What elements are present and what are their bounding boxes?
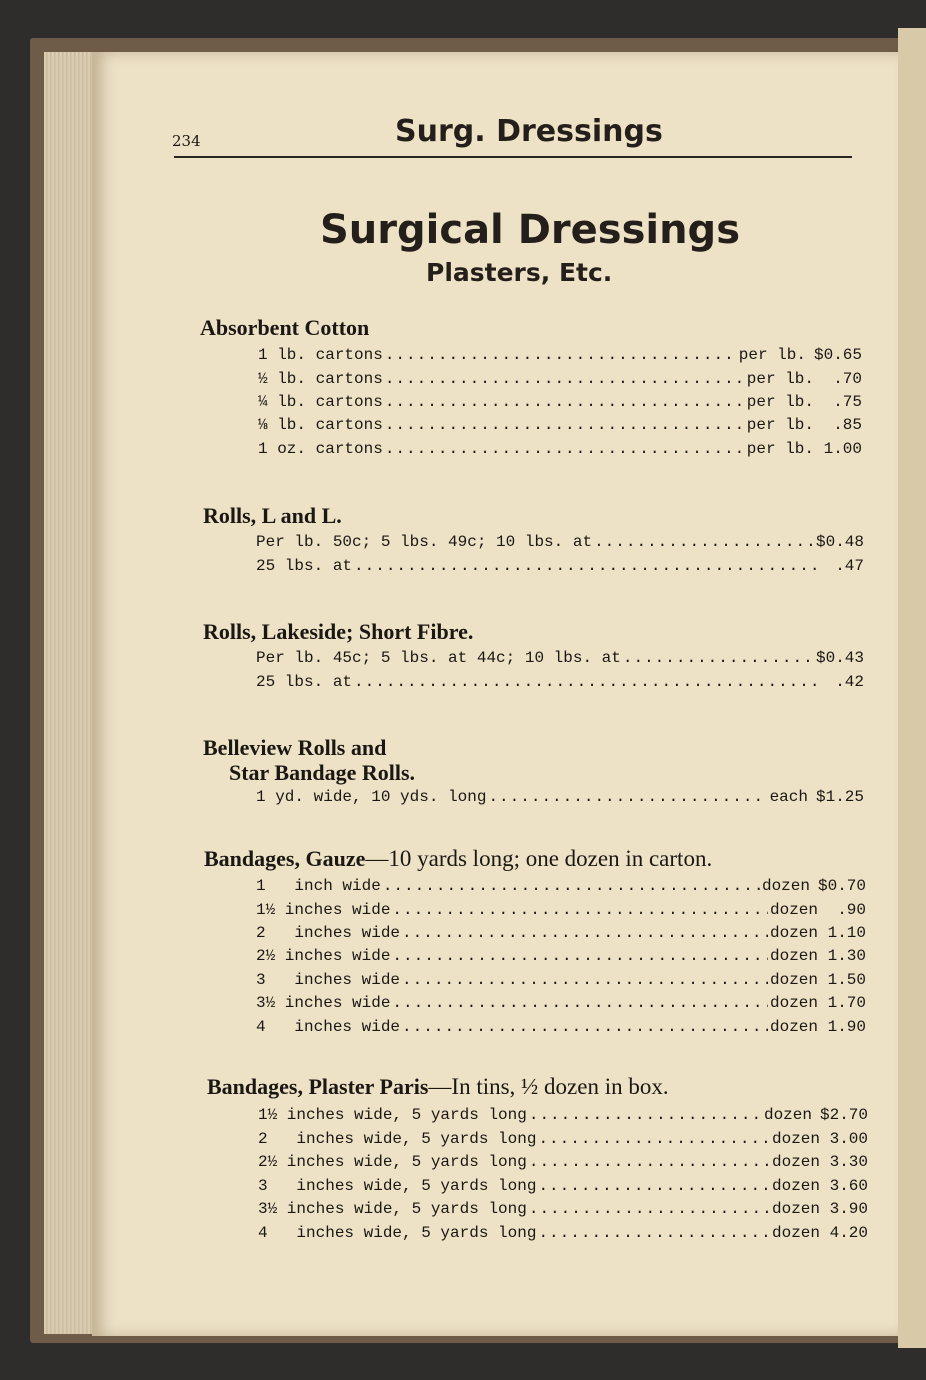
row-desc: ¼ lb. cartons	[258, 393, 383, 411]
row-unit: dozen	[769, 901, 818, 919]
row-unit: each	[769, 788, 808, 806]
row-desc: 1 lb. cartons	[258, 346, 383, 364]
row-desc: 3 inches wide, 5 yards long	[258, 1177, 537, 1195]
leader-dots	[529, 1106, 762, 1124]
page-subtitle: Plasters, Etc.	[426, 258, 613, 287]
row-price: 1.10	[827, 924, 866, 942]
row-unit: dozen	[763, 1106, 812, 1124]
leader-dots	[385, 440, 745, 458]
row-desc: 1 yd. wide, 10 yds. long	[256, 788, 487, 806]
price-row	[258, 1153, 868, 1175]
row-desc: 2 inches wide	[256, 924, 401, 942]
section-heading-rolls-lakeside: Rolls, Lakeside; Short Fibre.	[203, 619, 474, 644]
price-row	[258, 440, 862, 462]
row-desc: 2 inches wide, 5 yards long	[258, 1130, 537, 1148]
section-heading-gauze	[204, 846, 712, 872]
price-row	[256, 673, 864, 695]
row-desc: 1 oz. cartons	[258, 440, 383, 458]
row-desc: Per lb. 45c; 5 lbs. at 44c; 10 lbs. at	[256, 649, 621, 667]
row-unit: dozen	[771, 1200, 820, 1218]
price-row	[256, 901, 866, 923]
leader-dots	[383, 877, 760, 895]
row-price: 3.60	[829, 1177, 868, 1195]
gauze-heading-bold: Bandages, Gauze	[204, 846, 366, 871]
row-price: 3.30	[829, 1153, 868, 1171]
section-heading-belleview: Belleview Rolls and	[203, 735, 387, 760]
price-row	[256, 924, 866, 946]
row-price: 1.90	[827, 1018, 866, 1036]
price-row	[258, 1200, 868, 1222]
price-row	[258, 346, 862, 368]
row-desc: 4 inches wide, 5 yards long	[258, 1224, 537, 1242]
row-unit: dozen	[771, 1153, 820, 1171]
leader-dots	[385, 416, 745, 434]
row-price: .70	[833, 370, 862, 388]
leader-dots	[385, 393, 745, 411]
row-unit: dozen	[769, 947, 818, 965]
row-desc: 25 lbs. at	[256, 673, 353, 691]
leader-dots	[594, 533, 814, 551]
row-price: $0.43	[815, 649, 864, 667]
row-desc: 1 inch wide	[256, 877, 381, 895]
leader-dots	[392, 947, 768, 965]
price-row	[256, 1018, 866, 1040]
header-rule	[174, 156, 852, 158]
leader-dots	[538, 1177, 770, 1195]
plaster-note: —In tins, ½ dozen in box.	[428, 1074, 669, 1099]
leader-dots	[538, 1224, 770, 1242]
leader-dots	[529, 1153, 770, 1171]
row-unit: dozen	[761, 877, 810, 895]
price-row	[258, 370, 862, 392]
row-price: .47	[835, 557, 864, 575]
page-number: 234	[172, 132, 201, 150]
leader-dots	[488, 788, 767, 806]
section-heading-star-bandage: Star Bandage Rolls.	[229, 760, 416, 785]
row-desc: 3½ inches wide, 5 yards long	[258, 1200, 527, 1218]
leader-dots	[392, 901, 768, 919]
price-row	[258, 416, 862, 438]
row-price: 4.20	[829, 1224, 868, 1242]
row-price: $1.25	[815, 788, 864, 806]
price-row	[256, 649, 864, 671]
leader-dots	[402, 924, 768, 942]
leader-dots	[623, 649, 814, 667]
row-desc: ⅛ lb. cartons	[258, 416, 383, 434]
row-unit: dozen	[771, 1224, 820, 1242]
price-row	[256, 557, 864, 579]
row-price: $0.70	[817, 877, 866, 895]
price-row	[256, 788, 864, 810]
price-row	[256, 533, 864, 555]
row-unit: dozen	[769, 971, 818, 989]
row-desc: 3½ inches wide	[256, 994, 391, 1012]
page-title: Surgical Dressings	[320, 207, 740, 253]
row-unit: dozen	[769, 1018, 818, 1036]
price-row	[258, 1130, 868, 1152]
row-unit: dozen	[769, 924, 818, 942]
leader-dots	[402, 1018, 768, 1036]
leader-dots	[354, 557, 822, 575]
row-price: .75	[833, 393, 862, 411]
running-head: Surg. Dressings	[395, 114, 663, 149]
price-row	[256, 994, 866, 1016]
row-price: .42	[835, 673, 864, 691]
row-unit: per lb.	[746, 370, 814, 388]
plaster-heading-bold: Bandages, Plaster Paris	[207, 1074, 429, 1099]
section-heading-rolls-l-and-l: Rolls, L and L.	[203, 503, 342, 528]
leader-dots	[402, 971, 768, 989]
row-desc: 1½ inches wide, 5 yards long	[258, 1106, 527, 1124]
row-price: 1.30	[827, 947, 866, 965]
price-row	[256, 877, 866, 899]
leader-dots	[385, 346, 737, 364]
row-price: .85	[833, 416, 862, 434]
price-row	[258, 1177, 868, 1199]
leader-dots	[392, 994, 768, 1012]
row-desc: 25 lbs. at	[256, 557, 353, 575]
row-desc: ½ lb. cartons	[258, 370, 383, 388]
section-heading-plaster-paris	[207, 1074, 669, 1100]
row-unit: per lb.	[746, 393, 814, 411]
row-price: 3.00	[829, 1130, 868, 1148]
row-desc: Per lb. 50c; 5 lbs. 49c; 10 lbs. at	[256, 533, 593, 551]
row-unit: dozen	[771, 1130, 820, 1148]
price-row	[258, 1106, 868, 1128]
gauze-note: —10 yards long; one dozen in carton.	[365, 846, 713, 871]
row-price: 1.50	[827, 971, 866, 989]
row-unit: per lb.	[746, 440, 814, 458]
row-price: 1.70	[827, 994, 866, 1012]
row-price: $2.70	[819, 1106, 868, 1124]
leader-dots	[529, 1200, 770, 1218]
next-page-edge	[898, 28, 926, 1348]
leader-dots	[385, 370, 745, 388]
leader-dots	[538, 1130, 770, 1148]
row-unit: dozen	[771, 1177, 820, 1195]
row-desc: 2½ inches wide, 5 yards long	[258, 1153, 527, 1171]
row-price: $0.65	[813, 346, 862, 364]
leader-dots	[354, 673, 822, 691]
row-unit: per lb.	[738, 346, 806, 364]
row-price: 3.90	[829, 1200, 868, 1218]
section-heading-absorbent-cotton: Absorbent Cotton	[200, 315, 370, 340]
row-desc: 1½ inches wide	[256, 901, 391, 919]
price-row	[256, 971, 866, 993]
row-price: $0.48	[815, 533, 864, 551]
price-row	[258, 1224, 868, 1246]
row-desc: 2½ inches wide	[256, 947, 391, 965]
row-price: 1.00	[823, 440, 862, 458]
row-price: .90	[837, 901, 866, 919]
row-desc: 3 inches wide	[256, 971, 401, 989]
price-row	[258, 393, 862, 415]
row-unit: dozen	[769, 994, 818, 1012]
price-row	[256, 947, 866, 969]
row-desc: 4 inches wide	[256, 1018, 401, 1036]
row-unit: per lb.	[746, 416, 814, 434]
